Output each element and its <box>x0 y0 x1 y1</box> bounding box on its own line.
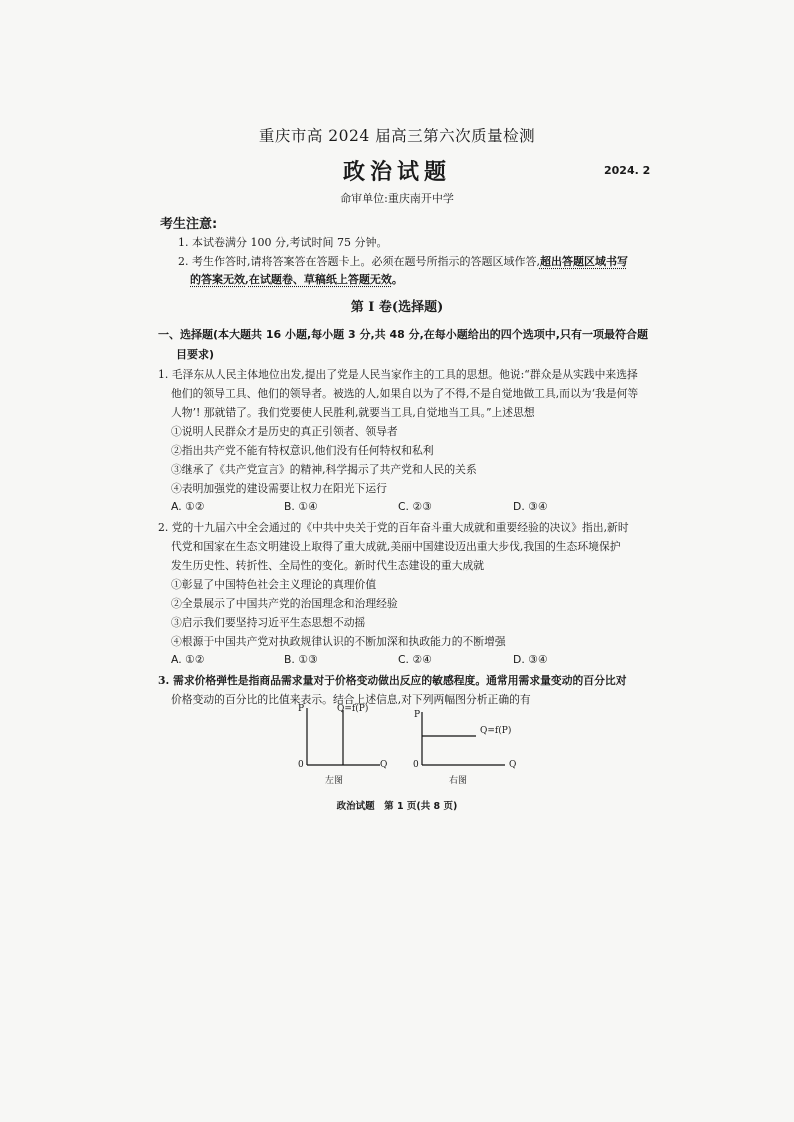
q2-option-3: ③启示我们要坚持习近平生态思想不动摇 <box>171 616 366 629</box>
q1-choice-c[interactable]: C. ②③ <box>398 500 432 513</box>
q3-stem-line-2: 价格变动的百分比的比值来表示。结合上述信息,对下列两幅图分析正确的有 <box>171 693 531 706</box>
q1-option-2: ②指出共产党不能有特权意识,他们没有任何特权和私利 <box>171 444 434 457</box>
right-graph-curve-label: Q=f(P) <box>480 726 512 736</box>
notice-sep: , <box>245 273 249 286</box>
exam-title: 重庆市高 2024 届高三第六次质量检测 <box>258 127 536 145</box>
section-instruction-line-1: 一、选择题(本大题共 16 小题,每小题 3 分,共 48 分,在每小题给出的四个选项中,只有一项最符合题 <box>158 328 648 341</box>
q1-stem-line-3: 人物’! 那就错了。我们党要使人民胜利,就要当工具,自觉地当工具。”上述思想 <box>171 406 535 419</box>
q1-option-4: ④表明加强党的建设需要让权力在阳光下运行 <box>171 482 387 495</box>
section-title: 第 I 卷(选择题) <box>350 300 444 315</box>
left-graph-p-label: P <box>298 704 305 714</box>
q1-stem-line-1: 1. 毛泽东从人民主体地位出发,提出了党是人民当家作主的工具的思想。他说:“群众是从实践中来选择 <box>158 368 638 381</box>
right-graph-p-label: P <box>414 710 421 720</box>
right-graph-q-label: Q <box>509 760 517 770</box>
q1-choice-d[interactable]: D. ③④ <box>513 500 548 513</box>
left-graph-curve-label: Q=f(P) <box>337 704 369 714</box>
notice-item-1: 1. 本试卷满分 100 分,考试时间 75 分钟。 <box>178 236 388 249</box>
notice-dotted-3: 在试题卷、草稿纸上答题无效 <box>248 273 392 286</box>
left-graph-q-label: Q <box>380 760 388 770</box>
q2-stem-line-2: 代党和国家在生态文明建设上取得了重大成就,美丽中国建设迈出重大步伐,我国的生态环境保护 <box>171 540 621 553</box>
page-footer: 政治试题 第 1 页(共 8 页) <box>336 801 458 812</box>
q1-choice-b[interactable]: B. ①④ <box>284 500 318 513</box>
right-graph-origin: 0 <box>413 760 419 770</box>
q2-option-1: ①彰显了中国特色社会主义理论的真理价值 <box>171 578 377 591</box>
left-graph-caption: 左图 <box>325 776 344 786</box>
q2-choice-b[interactable]: B. ①③ <box>284 653 318 666</box>
notice-item-2-line-2 <box>190 271 403 287</box>
right-graph-caption: 右图 <box>449 776 468 786</box>
q3-stem-line-1: 3. 需求价格弹性是指商品需求量对于价格变动做出反应的敏感程度。通常用需求量变动的百分比对 <box>158 674 627 687</box>
section-instruction-line-2: 目要求) <box>176 348 215 361</box>
notice-item-2-line-1 <box>178 253 628 269</box>
q1-choice-a[interactable]: A. ①② <box>171 500 205 513</box>
q2-stem-line-1: 2. 党的十九届六中全会通过的《中共中央关于党的百年奋斗重大成就和重要经验的决议》指出,新时 <box>158 521 629 534</box>
notice-dotted-1: 超出答题区域书写 <box>539 255 628 268</box>
q1-option-1: ①说明人民群众才是历史的真正引领者、领导者 <box>171 425 398 438</box>
q1-stem-line-2: 他们的领导工具、他们的领导者。被选的人,如果自以为了不得,不是自觉地做工具,而以为‘我是何等 <box>171 387 639 400</box>
subject-title: 政治试题 <box>342 159 451 185</box>
notice-heading: 考生注意: <box>160 217 218 232</box>
setter-unit: 命审单位:重庆南开中学 <box>340 192 454 205</box>
left-graph-origin: 0 <box>298 760 304 770</box>
q1-option-3: ③继承了《共产党宣言》的精神,科学揭示了共产党和人民的关系 <box>171 463 477 476</box>
q2-stem-line-3: 发生历史性、转折性、全局性的变化。新时代生态建设的重大成就 <box>171 559 485 572</box>
notice-dotted-2: 的答案无效 <box>190 273 245 286</box>
q2-option-2: ②全景展示了中国共产党的治国理念和治理经验 <box>171 597 398 610</box>
q2-choice-a[interactable]: A. ①② <box>171 653 205 666</box>
q2-choice-d[interactable]: D. ③④ <box>513 653 548 666</box>
q2-choice-c[interactable]: C. ②④ <box>398 653 432 666</box>
notice-item-2-text: 2. 考生作答时,请将答案答在答题卡上。必须在题号所指示的答题区域作答, <box>178 255 540 268</box>
exam-date: 2024. 2 <box>604 164 651 177</box>
q2-option-4: ④根源于中国共产党对执政规律认识的不断加深和执政能力的不断增强 <box>171 635 506 648</box>
notice-end: 。 <box>391 273 403 286</box>
